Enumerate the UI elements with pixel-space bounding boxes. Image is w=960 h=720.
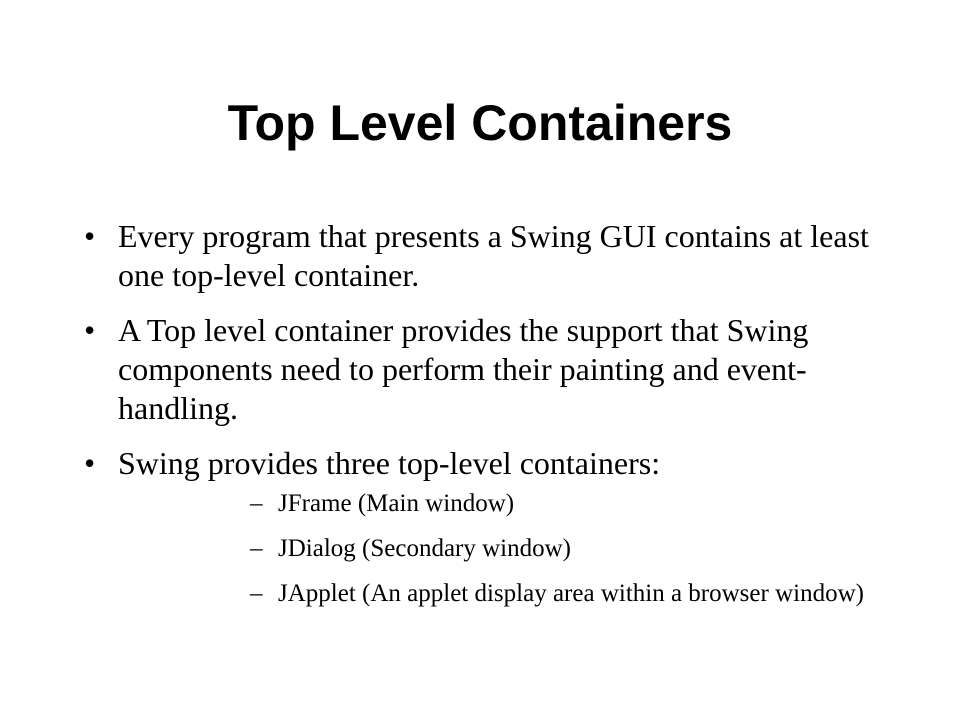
sub-bullet-item: [118, 534, 938, 564]
sub-bullet-list: [118, 489, 878, 609]
sub-bullet-marker: –: [250, 535, 263, 562]
sub-bullet-text: JApplet (An applet display area within a browser window): [278, 580, 864, 607]
bullet-text: Swing provides three top-level containers:: [118, 445, 661, 481]
bullet-text: A Top level container provides the support that Swing components need to perform their painting and event-handling.: [118, 312, 809, 426]
bullet-marker: •: [84, 445, 96, 481]
bullet-item: [0, 311, 878, 428]
sub-bullet-text: JFrame (Main window): [278, 490, 515, 517]
sub-bullet-item: [118, 579, 938, 609]
bullet-item: [0, 217, 878, 295]
bullet-item: [0, 444, 878, 609]
sub-bullet-marker: –: [250, 490, 263, 517]
sub-bullet-marker: –: [250, 580, 263, 607]
bullet-marker: •: [84, 218, 96, 254]
bullet-text: Every program that presents a Swing GUI contains at least one top-level container.: [118, 218, 869, 293]
bullet-marker: •: [84, 312, 96, 348]
bullet-list: [0, 217, 960, 625]
sub-bullet-item: [118, 489, 938, 519]
slide-title: Top Level Containers: [227, 95, 733, 151]
sub-bullet-text: JDialog (Secondary window): [278, 535, 571, 562]
